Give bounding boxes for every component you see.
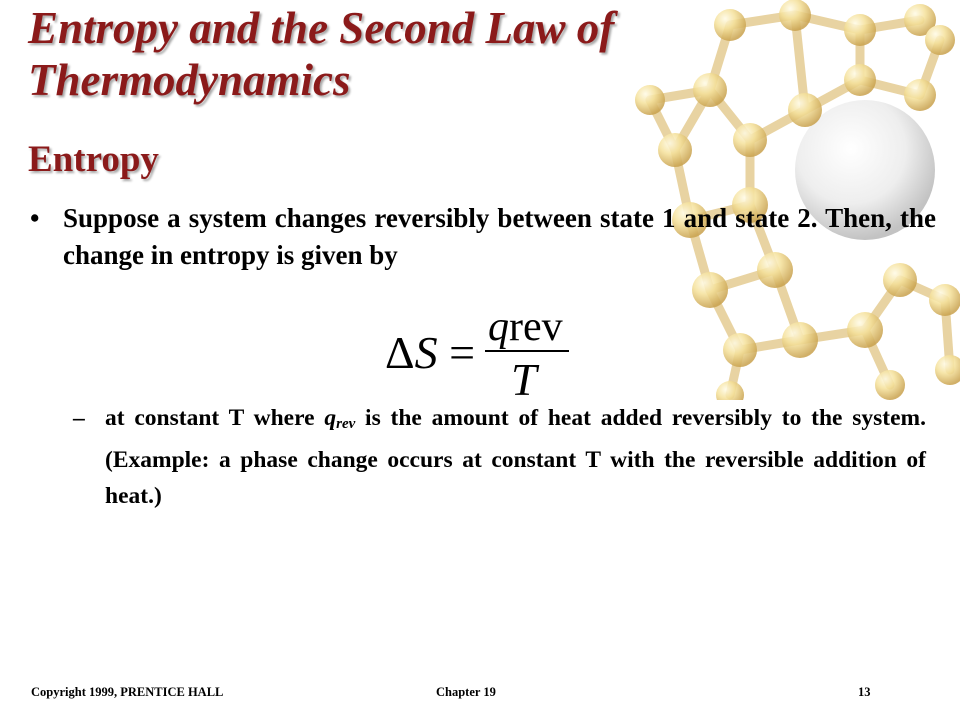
- sub-bullet-text: [105, 400, 926, 514]
- equals-sign: =: [437, 327, 476, 378]
- footer-page-number: 13: [858, 685, 871, 699]
- footer-copyright: Copyright 1999, PRENTICE HALL: [31, 685, 224, 699]
- entropy-symbol: S: [414, 327, 438, 378]
- qrev-q: q: [324, 405, 337, 431]
- equation-numerator: [488, 306, 563, 348]
- sub-bullet-item: [73, 400, 926, 514]
- bullet-text: Suppose a system changes reversibly between state 1 and state 2. Then, the change in entropy is given by: [63, 203, 936, 270]
- qrev-subscript: rev: [336, 416, 356, 432]
- equation-lhs: [385, 328, 475, 378]
- equation-denominator: T: [511, 354, 537, 405]
- heat-symbol: q: [488, 304, 509, 350]
- sub-bullet-text-after: is the amount of heat added reversibly to the system. (Example: a phase change occurs at constant T with the reversible addition of heat.): [105, 405, 926, 509]
- delta-symbol: Δ: [385, 327, 415, 378]
- qrev-symbol: [324, 405, 355, 431]
- slide-subtitle: Entropy: [28, 139, 159, 180]
- slide-title: Entropy and the Second Law of Thermodynamics: [28, 3, 615, 105]
- footer-chapter: Chapter 19: [436, 685, 496, 699]
- bullet-marker: •: [30, 203, 40, 233]
- entropy-equation: [385, 306, 585, 406]
- fraction-bar: [485, 350, 569, 352]
- sub-bullet-text-before: at constant T where: [105, 405, 325, 431]
- heat-subscript: rev: [509, 304, 563, 350]
- bullet-item: [30, 200, 936, 274]
- sub-bullet-marker: –: [73, 405, 85, 431]
